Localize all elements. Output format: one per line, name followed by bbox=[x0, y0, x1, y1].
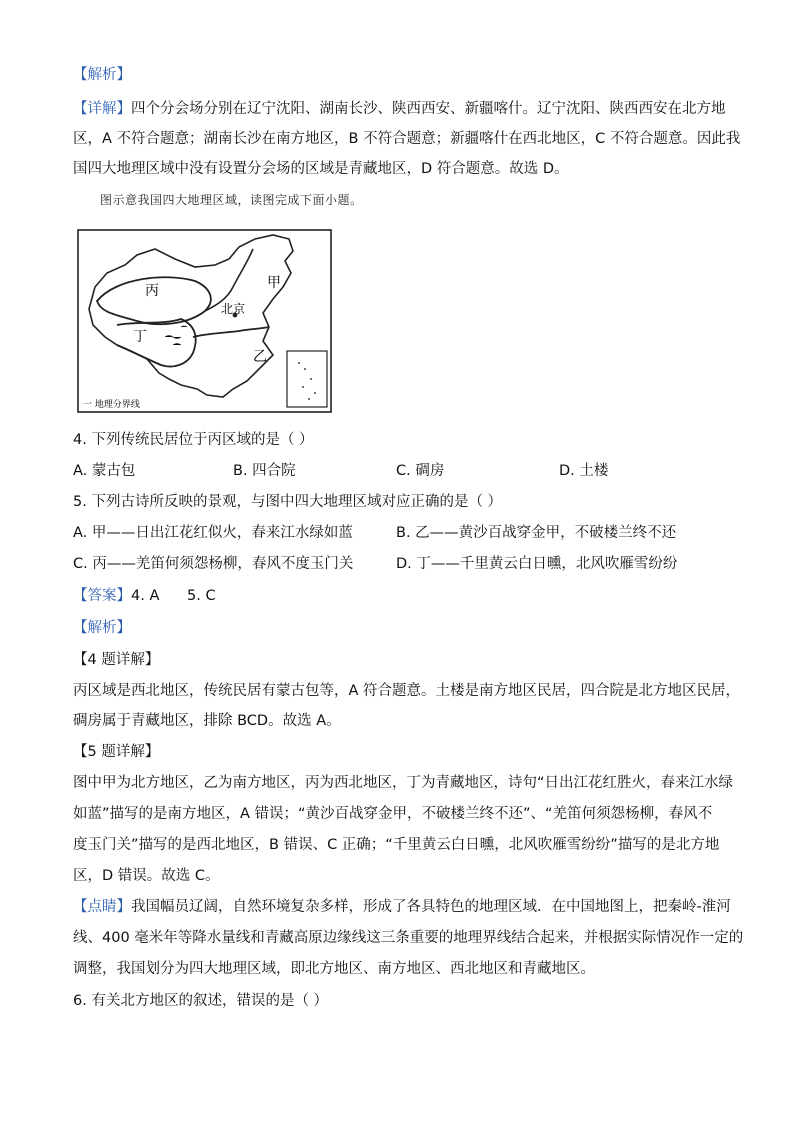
question-5-option-c: C. 丙——羌笛何须怨杨柳，春风不度玉门关 bbox=[73, 556, 354, 572]
detail-paragraph-line-3: 国四大地理区域中没有设置分会场的区域是青藏地区，D 符合题意。故选 D。 bbox=[73, 161, 569, 177]
question-5-option-d: D. 丁——千里黄云白日曛，北风吹雁雪纷纷 bbox=[396, 556, 678, 572]
question-5-detail-line-4: 区，D 错误。故选 C。 bbox=[73, 868, 220, 884]
label-ding: 丁 bbox=[133, 329, 147, 345]
question-5-option-b: B. 乙——黄沙百战穿金甲，不破楼兰终不还 bbox=[396, 525, 677, 541]
label-yi: 乙 bbox=[253, 349, 267, 365]
key-points-line-1: 【点睛】我国幅员辽阔，自然环境复杂多样，形成了各具特色的地理区域．在中国地图上，把秦岭-淮河 bbox=[73, 899, 731, 915]
south-china-sea-inset bbox=[287, 351, 327, 407]
question-4-option-d: D. 土楼 bbox=[559, 463, 609, 479]
question-4-stem: 4. 下列传统民居位于丙区域的是（ ） bbox=[73, 432, 314, 448]
map-caption: 图示意我国四大地理区域，读图完成下面小题。 bbox=[100, 193, 363, 207]
answer-line bbox=[73, 585, 216, 607]
label-beijing: 北京 bbox=[221, 302, 246, 316]
question-4-option-a: A. 蒙古包 bbox=[73, 463, 136, 479]
analysis-header: 【解析】 bbox=[73, 67, 131, 83]
question-5-detail-line-3: 度玉门关”描写的是西北地区，B 错误、C 正确；“千里黄云白日曛，北风吹雁雪纷纷”描写的是北方地 bbox=[73, 837, 720, 853]
question-4-option-b: B. 四合院 bbox=[233, 463, 296, 479]
detail-tag: 【详解】 bbox=[73, 101, 131, 117]
question-5-stem: 5. 下列古诗所反映的景观，与图中四大地理区域对应正确的是（ ） bbox=[73, 494, 503, 510]
key-points-line-3: 调整，我国划分为四大地理区域，即北方地区、南方地区、西北地区和青藏地区。 bbox=[73, 961, 595, 977]
question-5-detail-header: 【5 题详解】 bbox=[73, 744, 160, 760]
label-jia: 甲 bbox=[267, 275, 281, 291]
answer-tag: 【答案】 bbox=[73, 588, 131, 604]
detail-paragraph-line-1: 【详解】四个分会场分别在辽宁沈阳、湖南长沙、陕西西安、新疆喀什。辽宁沈阳、陕西西安在北方地 bbox=[73, 101, 726, 117]
question-6-stem: 6. 有关北方地区的叙述，错误的是（ ） bbox=[73, 993, 329, 1009]
question-5-detail-line-1: 图中甲为北方地区，乙为南方地区，丙为西北地区，丁为青藏地区，诗句“日出江花红胜火，春来江水绿 bbox=[73, 775, 734, 791]
key-points-tag: 【点睛】 bbox=[73, 899, 131, 915]
question-4-detail-line-1: 丙区域是西北地区，传统民居有蒙古包等，A 符合题意。土楼是南方地区民居，四合院是北方地区民居， bbox=[73, 683, 741, 699]
analysis-header-2: 【解析】 bbox=[73, 620, 131, 636]
china-regions-map bbox=[77, 229, 332, 413]
key-points-line-2: 线、400 毫米年等降水量线和青藏高原边缘线这三条重要的地理界线结合起来，并根据实际情况作一定的 bbox=[73, 930, 744, 946]
map-legend: 一 地理分界线 bbox=[83, 400, 140, 410]
detail-paragraph-line-2: 区，A 不符合题意；湖南长沙在南方地区，B 不符合题意；新疆喀什在西北地区，C 不符合题意。因此我 bbox=[73, 131, 741, 147]
answer-text: 4. A 5. C bbox=[131, 588, 216, 604]
question-4-detail-line-2: 碉房属于青藏地区，排除 BCD。故选 A。 bbox=[73, 713, 341, 729]
question-4-option-c: C. 碉房 bbox=[396, 463, 445, 479]
label-bing: 丙 bbox=[145, 283, 159, 299]
question-4-detail-header: 【4 题详解】 bbox=[73, 652, 160, 668]
question-5-detail-line-2: 如蓝”描写的是南方地区，A 错误；“黄沙百战穿金甲，不破楼兰终不还”、“羌笛何须怨杨柳，春风不 bbox=[73, 806, 713, 822]
question-5-option-a: A. 甲——日出江花红似火，春来江水绿如蓝 bbox=[73, 525, 353, 541]
